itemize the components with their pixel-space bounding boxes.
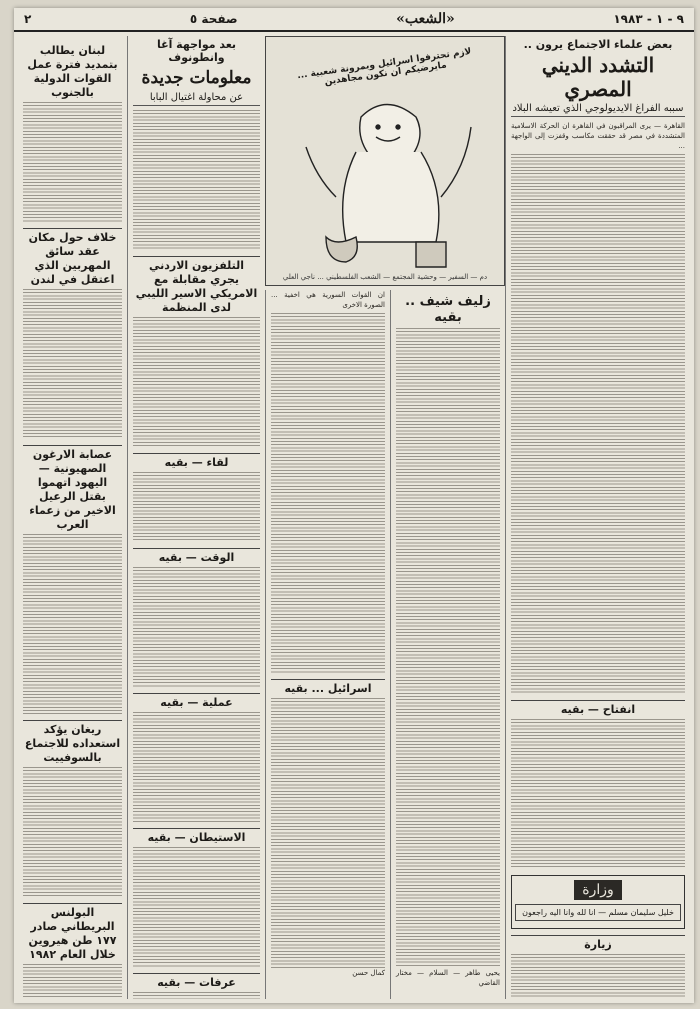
visit-body [511, 954, 685, 999]
col-c-section: اسرائيل ... بقيه [271, 679, 385, 696]
page-label: صفحة ٥ [189, 12, 238, 26]
main-body-text [511, 154, 685, 694]
irgun-body [23, 534, 122, 714]
cartoon-drawing [266, 57, 504, 282]
section-smuggler: خلاف حول مكان عقد سائق المهربين الذي اعتقل في لندن [23, 228, 122, 287]
pope-kicker: بعد مواجهة آغا وانطونوف [156, 38, 237, 64]
paper-name: «الشعب» [396, 11, 455, 27]
pope-deck: عن محاولة اغتيال البابا [133, 92, 260, 106]
col-b-body [396, 328, 500, 968]
time-body [133, 567, 260, 687]
column-b [390, 290, 505, 999]
main-headline: التشدد الديني المصري [541, 53, 655, 101]
section-lebanon: لبنان يطالب بتمديد فترة عمل القوات الدولية بالجنوب [27, 44, 118, 99]
section-settlement: الاستيطان — بقيه [133, 828, 260, 845]
col-c-body [271, 313, 385, 673]
lebanon-body [23, 102, 122, 222]
section-meeting: لقاء — بقيه [133, 453, 260, 470]
masthead [14, 8, 694, 32]
cartoon-speech: لازم تحترفوا اسرائيل وبمرونة شعبية ... مايرضيكم ان نكون مجاهدين [296, 46, 472, 88]
cartoon-panel [265, 36, 505, 286]
column-e [18, 36, 127, 999]
obituary-box [511, 875, 685, 929]
operation-body [133, 712, 260, 822]
smuggler-body [23, 289, 122, 439]
section-heroin: البولنس البريطاني صادر ١٧٧ طن هيروين خلال العام ١٩٨٢ [23, 903, 122, 962]
main-deck: سببه الفراغ الايديولوجي الذي تعيشه البلاد [511, 103, 685, 117]
section-time: الوقت — بقيه [133, 548, 260, 565]
meeting-body [133, 472, 260, 542]
infitah-body [511, 719, 685, 869]
arafat-body [133, 992, 260, 999]
pope-headline: معلومات جديدة [141, 68, 252, 88]
column-main-story [505, 36, 690, 999]
section-irgun: عصابة الارغون الصهيونية — اليهود اتهموا بقتل الرعيل الاخير من زعماء العرب [23, 445, 122, 532]
col-b-headline: زليف شيف .. بقيه [405, 294, 491, 325]
cartoon-caption: دم — السفير — وحشية المجتمع — الشعب الفلسطيني ... ناجي العلي [282, 273, 488, 281]
obituary-notice: خليل سليمان مسلم — انا لله وانا اليه راجعون [515, 904, 681, 921]
col-c-section-body [271, 698, 385, 968]
pope-body [133, 110, 260, 250]
column-d [127, 36, 265, 999]
newspaper-page [14, 8, 694, 1003]
main-kicker: بعض علماء الاجتماع يرون .. [523, 38, 673, 51]
section-visit: زيارة [511, 935, 685, 952]
reagan-body [23, 767, 122, 897]
column-c [265, 290, 390, 999]
settlement-body [133, 847, 260, 967]
section-reagan: ريغان يؤكد استعداده للاجتماع بالسوفييت [23, 720, 122, 765]
col-c-byline: كمال حسن [352, 969, 385, 977]
section-arafat: عرفات — بقيه [133, 973, 260, 990]
section-infitah: انفتاح — بقيه [511, 700, 685, 717]
corner-mark: ٢ [24, 12, 32, 26]
col-c-lead: ان القوات السورية هي اخفية ... الصورة الاخرى [271, 291, 385, 309]
ministry-label: وزارة [574, 880, 622, 900]
heroin-body [23, 964, 122, 999]
section-jordan-tv: التلفزيون الاردني يجري مقابلة مع الامريكي الاسير الليبي لدى المنظمة [133, 256, 260, 315]
jordan-tv-body [133, 317, 260, 447]
col-b-byline: يحيى طاهر — السلام — مختار القاضي [396, 969, 500, 987]
main-lead: القاهرة — يرى المراقبون في القاهرة ان الحركة الاسلامية المتشددة في مصر قد حققت مكاسب وقفزت إلى الواجهة ... [511, 122, 685, 150]
issue-date: ٩ - ١ - ١٩٨٣ [613, 12, 684, 26]
section-operation: عملية — بقيه [133, 693, 260, 710]
